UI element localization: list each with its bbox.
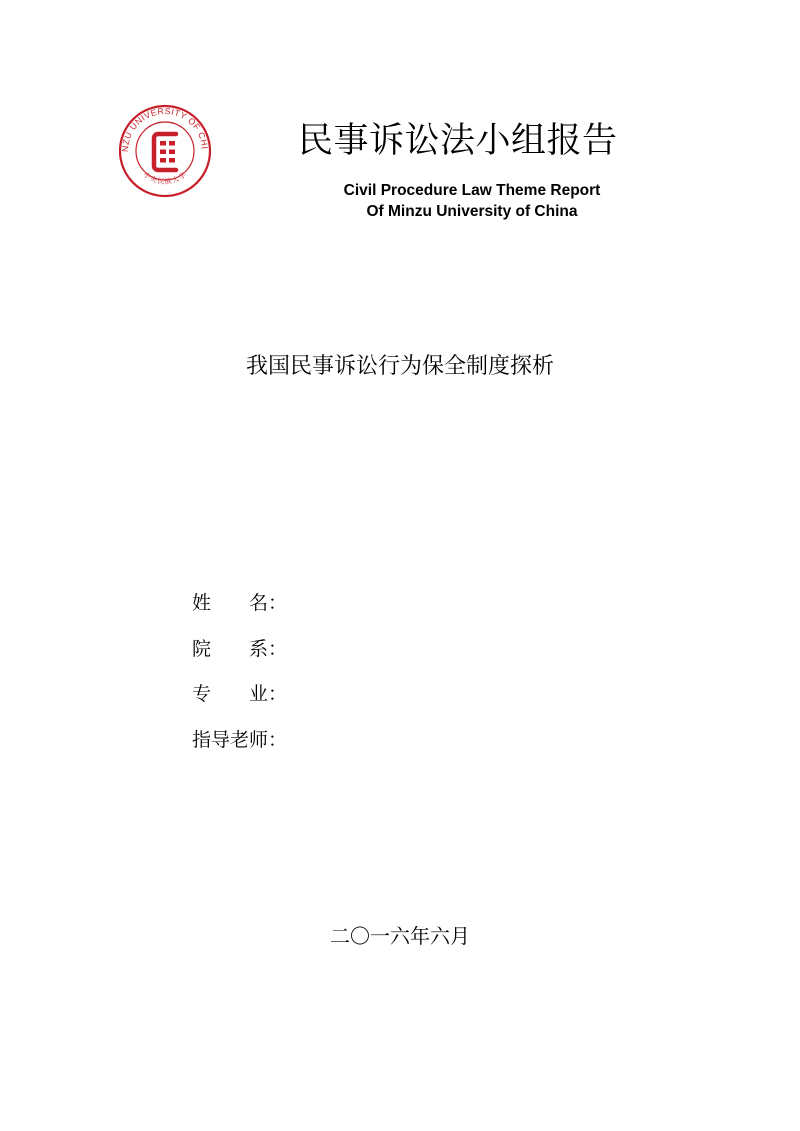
svg-text:中央民族大学: 中央民族大学 xyxy=(141,170,189,186)
major-field xyxy=(192,679,287,725)
author-info-block xyxy=(192,588,287,770)
report-topic: 我国民事诉讼行为保全制度探析 xyxy=(245,354,554,379)
svg-text:MINZU UNIVERSITY OF CHINA: NZU UNIVERSITY OF CHI xyxy=(119,105,210,153)
report-date: 二〇一六年六月 xyxy=(330,924,470,948)
report-subtitle-line-1: Civil Procedure Law Theme Report xyxy=(343,182,601,199)
department-field xyxy=(192,634,287,680)
report-title: 民事诉讼法小组报告 xyxy=(298,121,618,161)
name-field-colon: ： xyxy=(268,592,288,614)
major-field-colon: ： xyxy=(268,683,288,705)
name-field-label: 姓名 xyxy=(192,592,268,614)
department-field-label: 院系 xyxy=(192,637,268,660)
advisor-field-label: 指导老师 xyxy=(192,728,269,751)
major-field-label: 专业 xyxy=(192,683,268,705)
name-field xyxy=(192,588,287,634)
report-subtitle-line-2: Of Minzu University of China xyxy=(366,203,578,220)
university-seal-icon xyxy=(110,104,220,198)
advisor-field-colon: ： xyxy=(268,728,288,751)
advisor-field xyxy=(192,725,287,771)
department-field-colon: ： xyxy=(268,637,288,660)
